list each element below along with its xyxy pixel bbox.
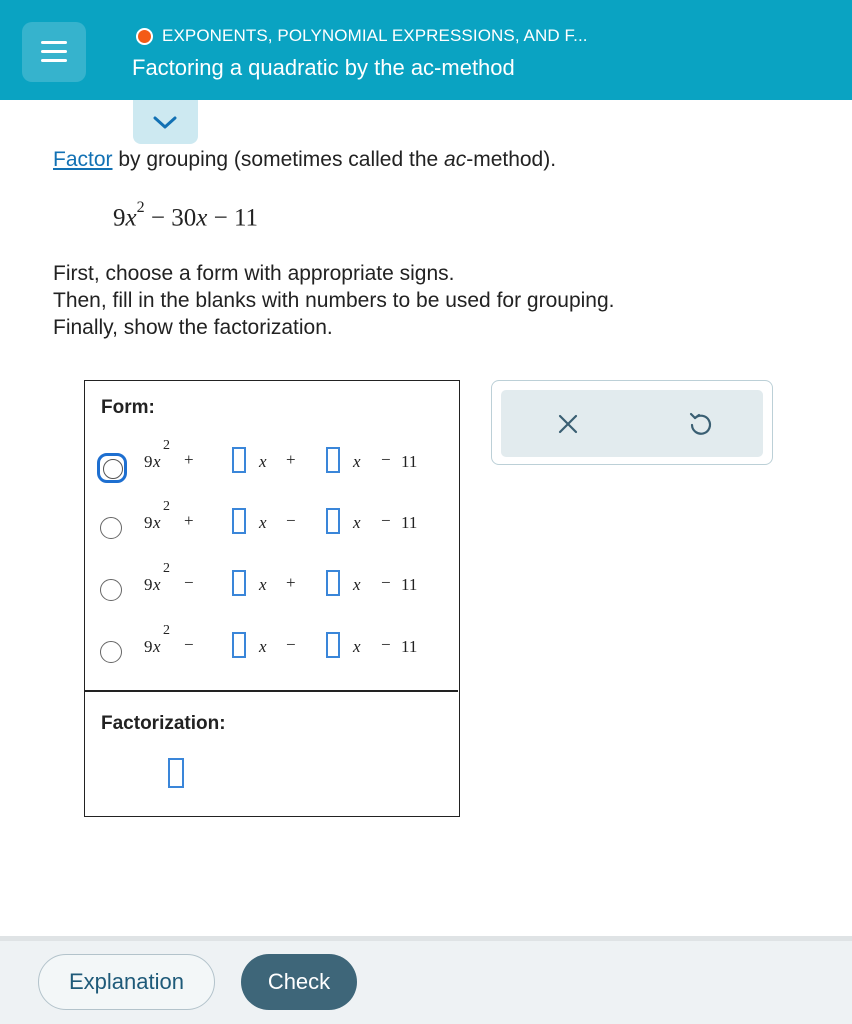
close-icon[interactable] (554, 410, 582, 438)
form-option-radio[interactable] (100, 579, 122, 601)
form-option-radio[interactable] (100, 641, 122, 663)
form-option-3[interactable]: 9 x 2 − x + x − 11 (85, 567, 458, 607)
check-button[interactable]: Check (241, 954, 357, 1010)
factor-link[interactable]: Factor (53, 148, 113, 171)
grouping-blank-1[interactable] (232, 508, 246, 534)
topic-status-dot (136, 28, 153, 45)
grouping-blank-2[interactable] (326, 632, 340, 658)
prompt-italic: ac (444, 148, 467, 171)
undo-icon[interactable] (686, 410, 714, 438)
menu-icon[interactable] (22, 22, 86, 82)
prompt-text-1: by grouping (sometimes called the (112, 148, 445, 171)
answer-toolbar (491, 380, 773, 465)
grouping-blank-1[interactable] (232, 570, 246, 596)
grouping-blank-2[interactable] (326, 570, 340, 596)
prompt-text-2: -method). (466, 148, 557, 171)
instruction-line-2: Then, fill in the blanks with numbers to be used for grouping. (53, 289, 615, 312)
form-label: Form: (101, 397, 155, 418)
form-option-radio[interactable] (100, 517, 122, 539)
header-bar (0, 0, 852, 100)
answer-panel (84, 380, 460, 817)
grouping-blank-2[interactable] (326, 508, 340, 534)
instruction-line-3: Finally, show the factorization. (53, 316, 333, 339)
form-option-radio[interactable] (97, 453, 127, 483)
factorization-label: Factorization: (101, 713, 226, 734)
chevron-down-icon (152, 112, 178, 132)
instruction-line-1: First, choose a form with appropriate signs. (53, 262, 455, 285)
factorization-input[interactable] (168, 758, 184, 788)
question-prompt (53, 148, 556, 172)
form-option-1[interactable]: 9 x 2 + x + x − 11 (85, 444, 458, 484)
explanation-button[interactable]: Explanation (38, 954, 215, 1010)
form-option-4[interactable]: 9 x 2 − x − x − 11 (85, 629, 458, 669)
form-option-2[interactable]: 9 x 2 + x − x − 11 (85, 505, 458, 545)
quadratic-expression: $9x^2 - 30x - 11$ (113, 199, 259, 232)
page-title: Factoring a quadratic by the ac-method (132, 55, 515, 80)
topic-name[interactable]: EXPONENTS, POLYNOMIAL EXPRESSIONS, AND F... (162, 26, 588, 45)
panel-divider (85, 690, 458, 692)
grouping-blank-2[interactable] (326, 447, 340, 473)
grouping-blank-1[interactable] (232, 632, 246, 658)
collapse-header-button[interactable] (133, 100, 198, 144)
grouping-blank-1[interactable] (232, 447, 246, 473)
